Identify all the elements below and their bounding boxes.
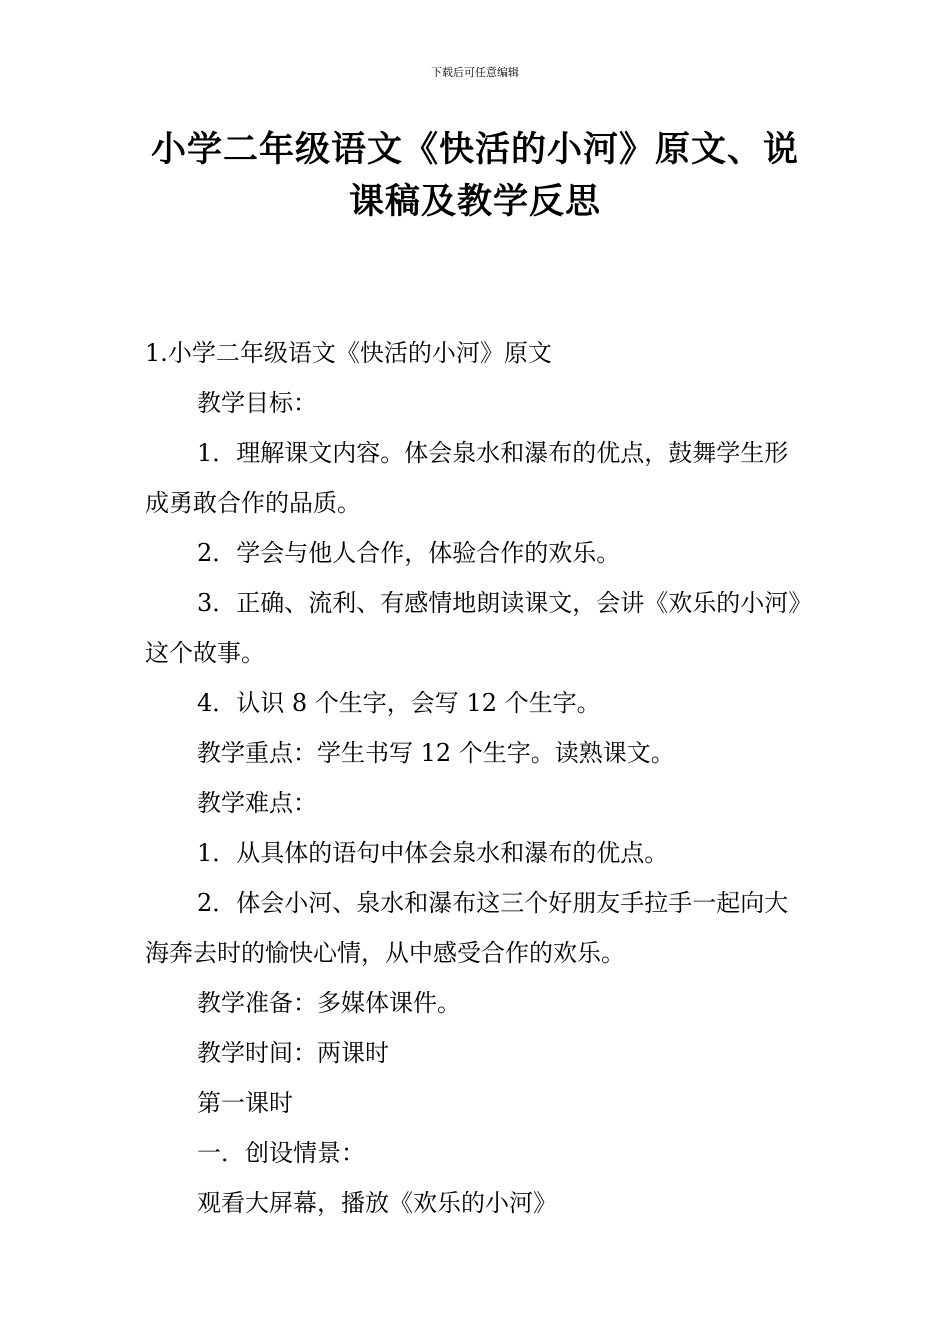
paragraph: 教学目标： bbox=[197, 389, 317, 417]
paragraph: 2．学会与他人合作，体验合作的欢乐。 bbox=[197, 539, 621, 567]
paragraph: 1．从具体的语句中体会泉水和瀑布的优点。 bbox=[197, 839, 669, 867]
paragraph: 第一课时 bbox=[197, 1089, 293, 1117]
document-body bbox=[145, 328, 810, 1228]
document-title bbox=[100, 124, 850, 228]
paragraph: 3．正确、流利、有感情地朗读课文，会讲《欢乐的小河》这个故事。 bbox=[145, 589, 801, 667]
title-line-1: 小学二年级语文《快活的小河》原文、说 bbox=[150, 130, 799, 170]
title-line-2: 课稿及教学反思 bbox=[348, 182, 601, 222]
paragraph: 2．体会小河、泉水和瀑布这三个好朋友手拉手一起向大海奔去时的愉快心情，从中感受合作的欢乐。 bbox=[145, 889, 789, 967]
paragraph: 教学难点： bbox=[197, 789, 317, 817]
paragraph: 1．理解课文内容。体会泉水和瀑布的优点，鼓舞学生形成勇敢合作的品质。 bbox=[145, 439, 789, 517]
paragraph: 教学准备：多媒体课件。 bbox=[197, 989, 461, 1017]
paragraph: 一．创设情景： bbox=[197, 1139, 365, 1167]
paragraph: 1.小学二年级语文《快活的小河》原文 bbox=[145, 339, 552, 367]
header-note: 下载后可任意编辑 bbox=[431, 66, 519, 79]
paragraph: 观看大屏幕，播放《欢乐的小河》 bbox=[197, 1189, 557, 1217]
paragraph: 教学重点：学生书写 12 个生字。读熟课文。 bbox=[197, 739, 675, 767]
paragraph: 4．认识 8 个生字，会写 12 个生字。 bbox=[197, 689, 601, 717]
paragraph: 教学时间：两课时 bbox=[197, 1039, 389, 1067]
